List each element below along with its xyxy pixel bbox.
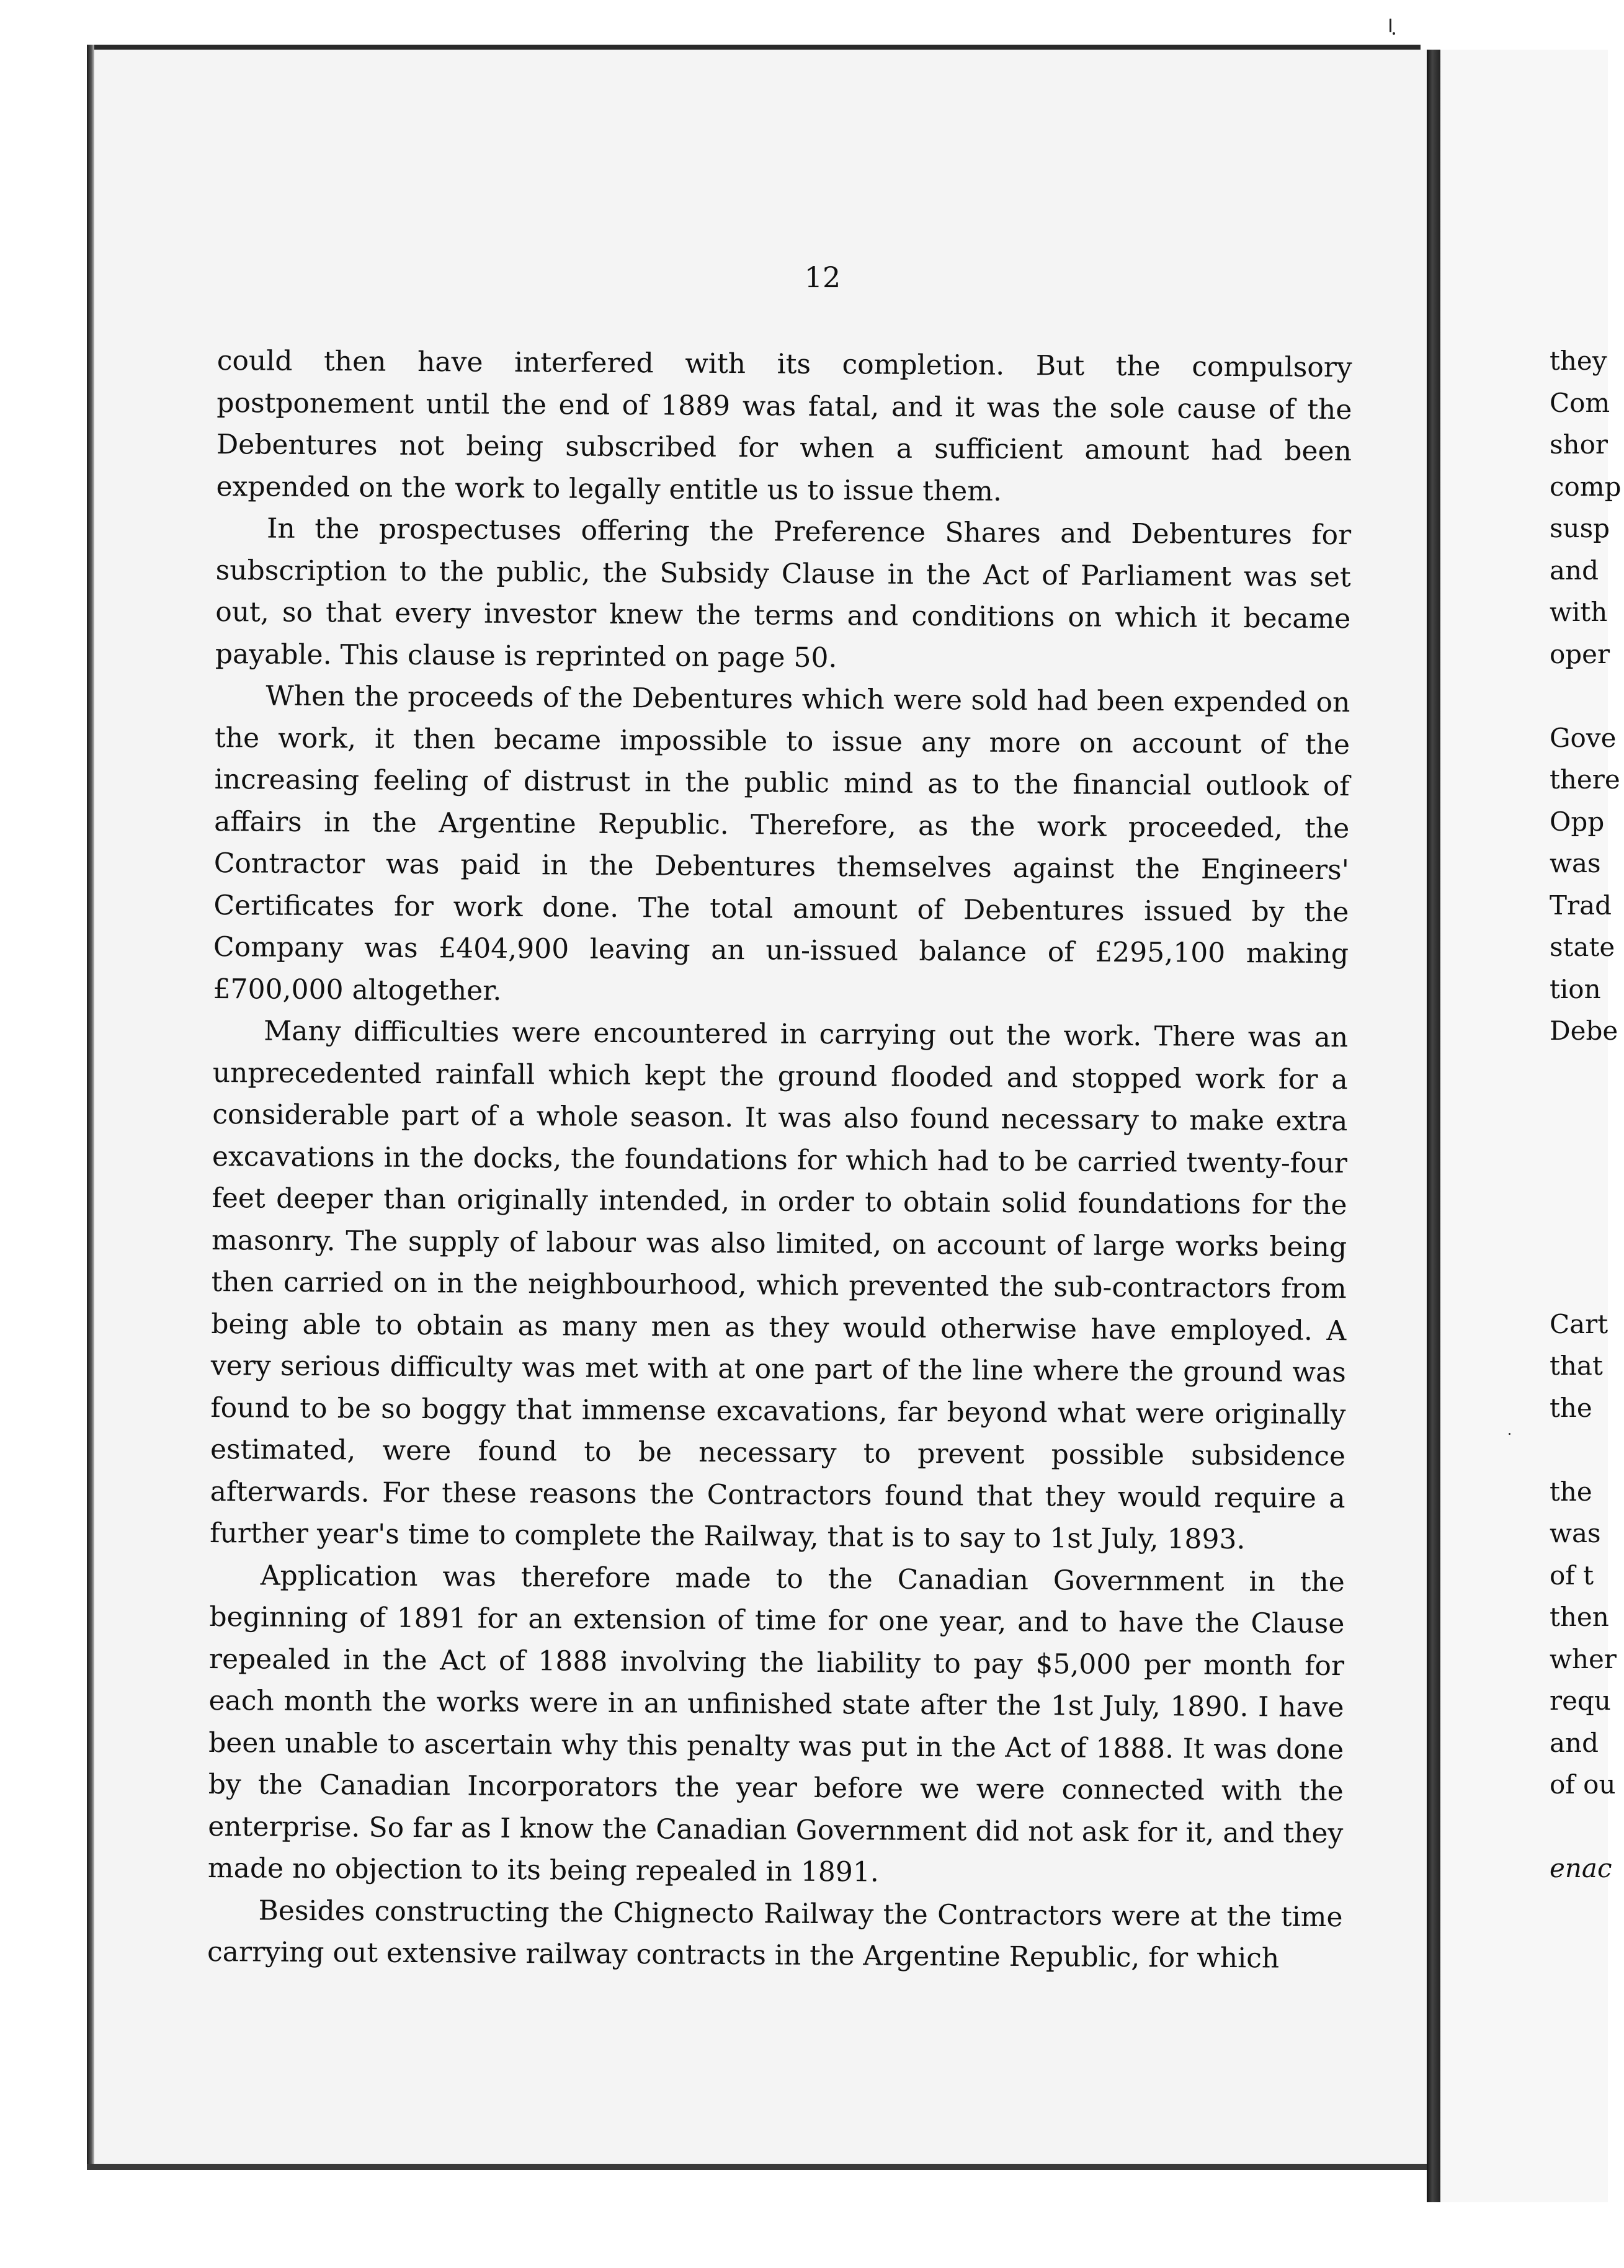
facing-page-line: and: [1550, 555, 1599, 586]
facing-page-line: state: [1550, 932, 1615, 962]
facing-page-line: of t: [1550, 1560, 1594, 1591]
paragraph: In the prospectuses offering the Preference Shares and Debentures for subscription to the public, the Subsidy Clause in the Act of Parliament was set out, so that every investor knew the terms and conditions on which it became payable. This clause is reprinted on page 50.: [215, 512, 1352, 674]
facing-page-line: Gove: [1550, 722, 1617, 753]
facing-page-gap: [1550, 675, 1624, 717]
facing-page-line: there: [1550, 764, 1620, 795]
facing-page-gap: [1550, 1177, 1624, 1220]
facing-page-line: with: [1550, 597, 1608, 627]
facing-page-line: the: [1550, 1392, 1592, 1423]
facing-page-gap: [1550, 1136, 1624, 1178]
scan-border-bottom: [87, 2164, 1427, 2170]
facing-page-line: enac: [1550, 1853, 1612, 1883]
page-number: 12: [804, 261, 841, 294]
facing-page-text-fragments: [1550, 340, 1624, 1890]
paragraph: Application was therefore made to the Canadian Government in the beginning of 1891 for an extension of time for one year, and to have the Clause repealed in the Act of 1888 involving the liability to pay $5,000 per month for each month the works were in an unfinished state after the 1st July, 1890. I have been unable to ascertain why this penalty was put in the Act of 1888. It was done by the Canadian Incorporators the year before we were connected with the enterprise. So far as I know the Canadian Government did not ask for it, and they made no objection to its being repealed in 1891.: [207, 1559, 1345, 1888]
facing-page-line: Com: [1550, 387, 1610, 418]
facing-page-gap: [1550, 1429, 1624, 1471]
facing-page-gap: [1550, 1052, 1624, 1094]
facing-page-line: Debe: [1550, 1016, 1618, 1046]
facing-page-line: and: [1550, 1727, 1599, 1758]
facing-page-line: was: [1550, 1518, 1601, 1548]
facing-page-gap: [1550, 1806, 1624, 1848]
book-gutter: [1427, 50, 1440, 2202]
scan-border-top: [87, 45, 1421, 50]
facing-page-line: of ou: [1550, 1769, 1616, 1800]
scan-speck: [1509, 1433, 1510, 1435]
paragraph: could then have interfered with its completion. But the compulsory postponement until the end of 1889 was fatal, and it was the sole cause of the Debentures not being subscribed for when a sufficient amount had been expended on the work to legally entitle us to issue them.: [216, 344, 1352, 507]
body-text: [207, 340, 1352, 1980]
scan-border-left: [87, 45, 94, 2166]
facing-page-line: susp: [1550, 513, 1610, 543]
facing-page-line: was: [1550, 848, 1601, 878]
facing-page-line: Opp: [1550, 806, 1605, 837]
facing-page-line: Trad: [1550, 890, 1612, 921]
paragraph: Besides constructing the Chignecto Railway the Contractors were at the time carrying out extensive railway contracts in the Argentine Republic, for which: [207, 1894, 1343, 1975]
facing-page-gap: [1550, 1094, 1624, 1136]
facing-page-line: wher: [1550, 1643, 1617, 1674]
facing-page-line: the: [1550, 1476, 1592, 1507]
scan-speck: [1390, 19, 1391, 32]
facing-page-line: then: [1550, 1602, 1609, 1632]
facing-page-line: that: [1550, 1351, 1603, 1381]
facing-page-line: comp: [1550, 471, 1622, 502]
paragraph: Many difficulties were encountered in carrying out the work. There was an unprecedented rainfall which kept the ground flooded and stopped work for a considerable part of a whole season. It was also found necessary to make extra excavations in the docks, the foundations for which had to be carried twenty-four feet deeper than originally intended, in order to obtain solid foundations for the masonry. The supply of labour was also limited, on account of large works being then carried on in the neighbourhood, which prevented the sub-contractors from being able to obtain as many men as they would otherwise have employed. A very serious difficulty was met with at one part of the line where the ground was found to be so boggy that immense excavations, far beyond what were originally estimated, were found to be necessary to prevent possible subsidence afterwards. For these reasons the Contractors found that they would require a further year's time to complete the Railway, that is to say to 1st July, 1893.: [210, 1015, 1349, 1556]
scan-speck: [1393, 32, 1395, 35]
facing-page-line: shor: [1550, 429, 1608, 460]
facing-page-line: oper: [1550, 638, 1610, 669]
facing-page-gap: [1550, 1220, 1624, 1262]
facing-page-line: Cart: [1550, 1308, 1608, 1339]
facing-page-line: tion: [1550, 973, 1601, 1004]
paragraph: When the proceeds of the Debentures which were sold had been expended on the work, it then became impossible to issue any more on account of the increasing feeling of distrust in the public mind as to the financial outlook of affairs in the Argentine Republic. Therefore, as the work proceeded, the Contractor was paid in the Debentures themselves against the Engineers' Certificates for work done. The total amount of Debentures issued by the Company was £404,900 leaving an un-issued balance of £295,100 making £700,000 altogether.: [213, 680, 1350, 1007]
facing-page-gap: [1550, 1261, 1624, 1303]
facing-page-line: requ: [1550, 1685, 1611, 1716]
facing-page-line: they: [1550, 346, 1607, 376]
